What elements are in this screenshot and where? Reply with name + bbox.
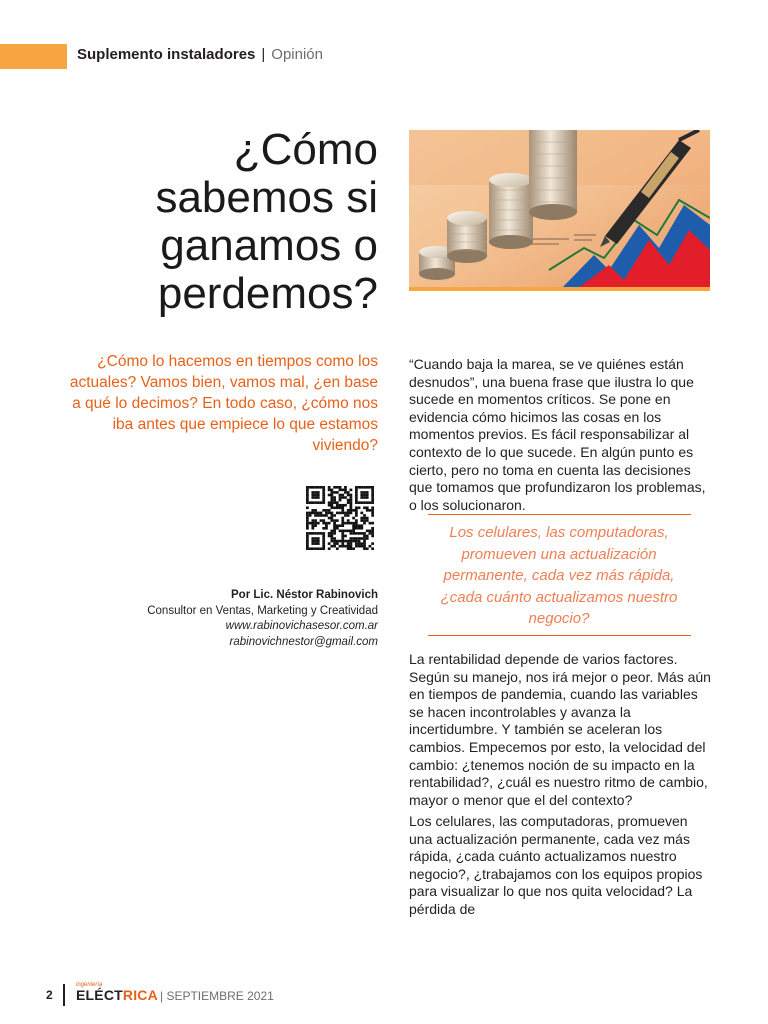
magazine-name-main: ELÉCT [76,987,123,1003]
article-lead: ¿Cómo lo hacemos en tiempos como los actuales? Vamos bien, vamos mal, ¿en base a qué lo decimos? En todo caso, ¿cómo nos iba antes que empiece lo que estamos viviendo? [69,353,378,454]
footer-divider [63,984,65,1006]
article-title [78,126,378,318]
section-name: Suplemento instaladores [77,46,256,63]
magazine-prefix: ingeniería [76,982,103,988]
magazine-logo [76,987,158,1003]
article-paragraph: “Cuando baja la marea, se ve quiénes están desnudos”, una buena frase que ilustra lo que sucede en momentos críticos. Se pone en evidencia cómo hicimos las cosas en los momentos previos. Es fácil responsabilizar al contexto de lo que sucede. En algún punto es cierto, pero no toma en cuenta las decisiones que tomamos que profundizaron los problemas, o los solucionaron. [409,356,706,513]
qr-code-icon[interactable] [306,486,374,550]
section-category: Opinión [271,46,323,63]
title-line: perdemos? [157,269,378,318]
page-number: 2 [46,988,53,1002]
header-accent-bar [0,44,67,69]
title-line: sabemos si [155,173,378,222]
author-role: Consultor en Ventas, Marketing y Creatividad [147,604,378,617]
issue-date: | SEPTIEMBRE 2021 [160,989,274,1003]
magazine-name-accent: RICA [122,987,158,1003]
finance-illustration [409,130,710,291]
title-line: ¿Cómo [233,125,378,174]
author-block [147,588,378,650]
author-website-link[interactable]: www.rabinovichasesor.com.ar [225,620,378,632]
header-separator: | [261,46,266,63]
article-paragraph: La rentabilidad depende de varios factores. Según su manejo, nos irá mejor o peor. Más aún en tiempos de pandemia, cuando las variables se hacen incontrolables y avanza la incertidumbre. Y también se aceleran los cambios. Empecemos por esto, la velocidad del cambio: ¿tenemos noción de su impacto en la rentabilidad?, ¿cuál es nuestro ritmo de cambio, mayor o menor que el del contexto? [409,651,711,808]
pullquote-top-rule [428,514,691,515]
article-paragraph: Los celulares, las computadoras, promueven una actualización permanente, cada vez más rápida, ¿cada cuánto actualizamos nuestro negocio?, ¿trabajamos con los equipos propios para visualizar lo que nos quita velocidad? La pérdida de [409,813,703,917]
article-image [409,130,710,291]
pullquote: Los celulares, las computadoras, promueven una actualización permanente, cada vez más rápida, ¿cada cuánto actualizamos nuestro negocio? [440,524,678,627]
author-email-link[interactable]: rabinovichnestor@gmail.com [229,635,378,648]
qr-code-graphic [306,486,374,550]
section-header [77,46,323,63]
title-line: ganamos o [160,221,378,270]
author-name: Por Lic. Néstor Rabinovich [231,589,378,601]
pullquote-bottom-rule [428,635,691,636]
